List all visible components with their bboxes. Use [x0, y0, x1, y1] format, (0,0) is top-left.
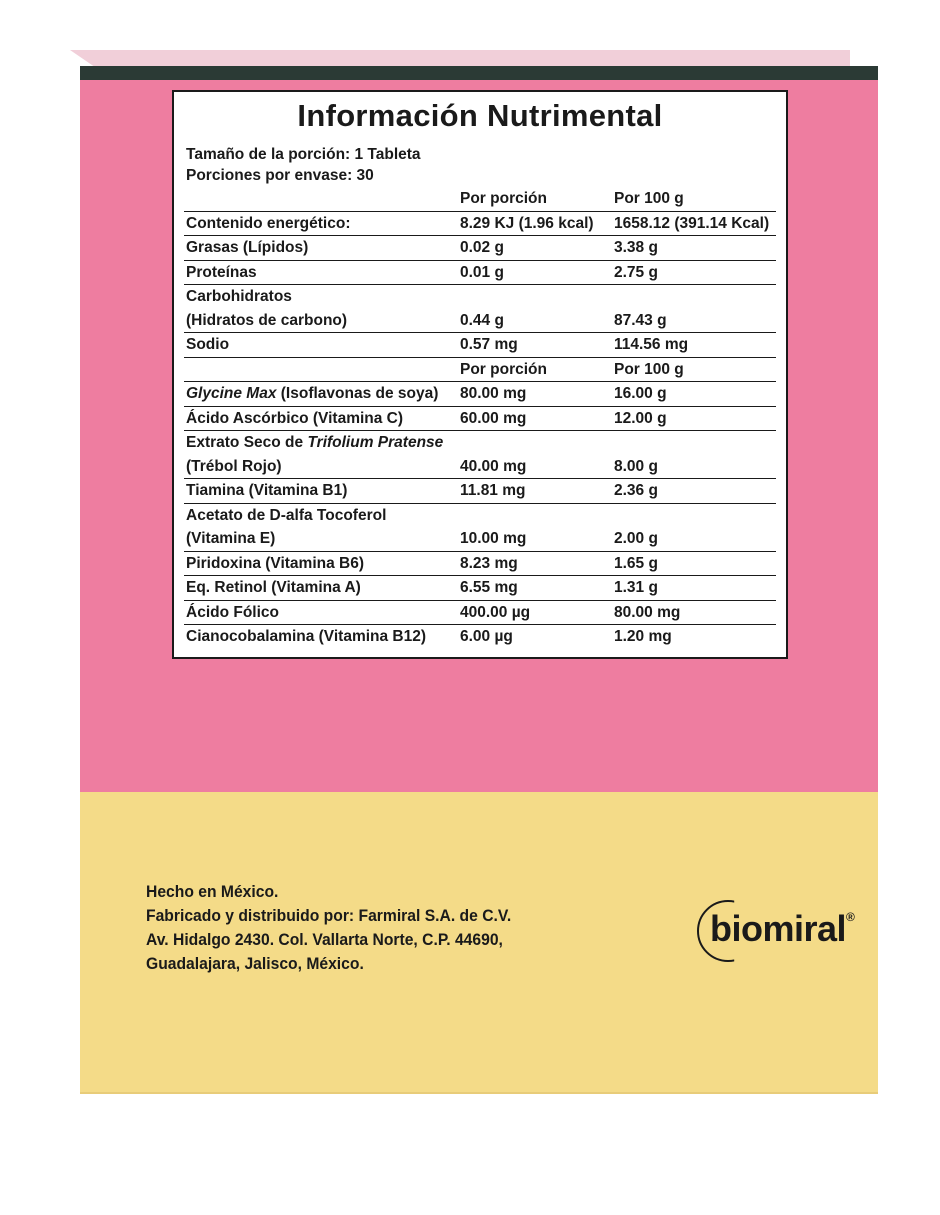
- made-in: Hecho en México.: [146, 883, 279, 901]
- nutrient-name: [184, 211, 458, 236]
- nutrient-name: [184, 527, 458, 551]
- table-row: [184, 527, 776, 551]
- nutrient-name: [184, 551, 458, 576]
- nutrient-name-line1: [184, 503, 458, 527]
- value-per-serving: 6.55 mg: [458, 576, 612, 601]
- box-top-edge: [80, 66, 878, 80]
- nutrient-name-part: Carbohidratos: [186, 288, 292, 305]
- value-per-serving: 8.29 KJ (1.96 kcal): [458, 211, 612, 236]
- table-row: [184, 285, 776, 309]
- value-per-serving: 0.44 g: [460, 311, 504, 329]
- table-row: [184, 211, 776, 236]
- nutrient-name-text: (Trébol Rojo): [186, 457, 282, 475]
- address: Av. Hidalgo 2430. Col. Vallarta Norte, C.P. 44690,: [146, 931, 503, 949]
- table-row: [184, 382, 776, 407]
- nutrient-name-text: (Vitamina E): [186, 530, 276, 547]
- table-row: [184, 431, 776, 455]
- table-row: [184, 551, 776, 576]
- nutrient-name: [184, 406, 458, 431]
- nutrient-name-text: Piridoxina (Vitamina B6): [186, 554, 365, 572]
- value-per-serving: 400.00 µg: [458, 600, 612, 625]
- value-per-100g: 80.00 mg: [612, 600, 776, 625]
- nutrient-name: [184, 576, 458, 601]
- table-row: [184, 479, 776, 504]
- value-per-serving: 8.23 mg: [458, 551, 612, 576]
- value-per-serving: 11.81 mg: [458, 479, 612, 504]
- value-per-serving: 80.00 mg: [458, 382, 612, 407]
- nutrient-name: [184, 236, 458, 261]
- nutrient-name: [184, 455, 458, 479]
- table-row: [184, 260, 776, 285]
- table-row: [184, 576, 776, 601]
- table-row: [184, 600, 776, 625]
- nutrient-name: [184, 260, 458, 285]
- product-box: [80, 52, 878, 1092]
- table-row: [184, 406, 776, 431]
- nutrient-name-text: Tiamina (Vitamina B1): [186, 482, 348, 499]
- value-per-100g: 3.38 g: [612, 236, 776, 261]
- value-per-100g: 2.00 g: [614, 530, 658, 547]
- value-per-100g: 1.65 g: [612, 551, 776, 576]
- nutrient-name-text: (Hidratos de carbono): [186, 311, 348, 329]
- registered-mark: ®: [846, 910, 855, 924]
- value-per-serving: 10.00 mg: [460, 530, 527, 547]
- table-row: [184, 236, 776, 261]
- nutrient-name-scientific: Trifolium Pratense: [307, 434, 444, 451]
- table-row: [184, 333, 776, 358]
- nutrient-name: [184, 333, 458, 358]
- table-row: [184, 503, 776, 527]
- value-per-100g: Por 100 g: [612, 357, 776, 382]
- table-row: [184, 357, 776, 382]
- servings-per-container: Porciones por envase: 30: [186, 167, 374, 184]
- nutrient-name: [184, 382, 458, 407]
- nutrient-name-text: Proteínas: [186, 263, 257, 281]
- value-per-serving: 0.01 g: [458, 260, 612, 285]
- value-per-serving: 40.00 mg: [460, 457, 527, 475]
- nutrient-name: [184, 479, 458, 504]
- table-row: [184, 187, 776, 211]
- value-per-100g: 2.75 g: [612, 260, 776, 285]
- nutrient-name: [184, 309, 458, 333]
- biomiral-logo: [698, 900, 855, 949]
- brand-name: biomiral: [710, 908, 847, 949]
- nutrient-name: [184, 600, 458, 625]
- nutrition-label: [172, 90, 788, 659]
- value-per-serving: Por porción: [458, 357, 612, 382]
- nutrient-name: [184, 357, 458, 382]
- value-per-100g: 16.00 g: [612, 382, 776, 407]
- nutrient-name-part: Acetato de D-alfa Tocoferol: [186, 506, 387, 524]
- value-per-100g: Por 100 g: [614, 190, 684, 207]
- value-per-100g: 12.00 g: [612, 406, 776, 431]
- nutrition-table: [184, 187, 776, 649]
- value-per-serving: 6.00 µg: [458, 625, 612, 649]
- nutrient-name-line1: [184, 431, 458, 455]
- table-row: [184, 455, 776, 479]
- nutrient-name-scientific: Glycine Max: [186, 385, 277, 402]
- value-per-100g: 114.56 mg: [612, 333, 776, 358]
- manufacturer-info: [146, 880, 511, 976]
- nutrient-name-line1: [184, 285, 458, 309]
- nutrient-name: [184, 625, 458, 649]
- manufacturer: Fabricado y distribuido por: Farmiral S.A. de C.V.: [146, 907, 512, 925]
- nutrient-name-part: Extrato Seco de: [186, 434, 308, 451]
- nutrient-name-text: Ácido Ascórbico (Vitamina C): [186, 409, 404, 427]
- serving-size: Tamaño de la porción: 1 Tableta: [186, 146, 421, 163]
- value-per-100g: 2.36 g: [612, 479, 776, 504]
- value-per-serving: 60.00 mg: [458, 406, 612, 431]
- nutrient-name-text: (Isoflavonas de soya): [276, 385, 439, 402]
- nutrient-name-text: Sodio: [186, 336, 230, 353]
- nutrient-name: [184, 187, 458, 211]
- nutrient-name-text: Ácido Fólico: [186, 603, 279, 621]
- table-row: [184, 625, 776, 649]
- value-per-100g: 87.43 g: [614, 311, 667, 329]
- table-row: [184, 309, 776, 333]
- value-per-100g: 8.00 g: [614, 457, 658, 475]
- nutrient-name-text: Grasas (Lípidos): [186, 239, 309, 256]
- nutrient-name-text: Contenido energético:: [186, 214, 351, 232]
- nutrient-name-text: Cianocobalamina (Vitamina B12): [186, 628, 427, 645]
- value-per-serving: 0.57 mg: [458, 333, 612, 358]
- value-per-100g: 1.31 g: [612, 576, 776, 601]
- value-per-100g: 1.20 mg: [612, 625, 776, 649]
- label-title: Información Nutrimental: [297, 98, 663, 133]
- city: Guadalajara, Jalisco, México.: [146, 955, 364, 973]
- value-per-serving: Por porción: [460, 190, 547, 207]
- value-per-100g: 1658.12 (391.14 Kcal): [612, 211, 776, 236]
- value-per-serving: 0.02 g: [458, 236, 612, 261]
- nutrient-name-text: Eq. Retinol (Vitamina A): [186, 579, 361, 596]
